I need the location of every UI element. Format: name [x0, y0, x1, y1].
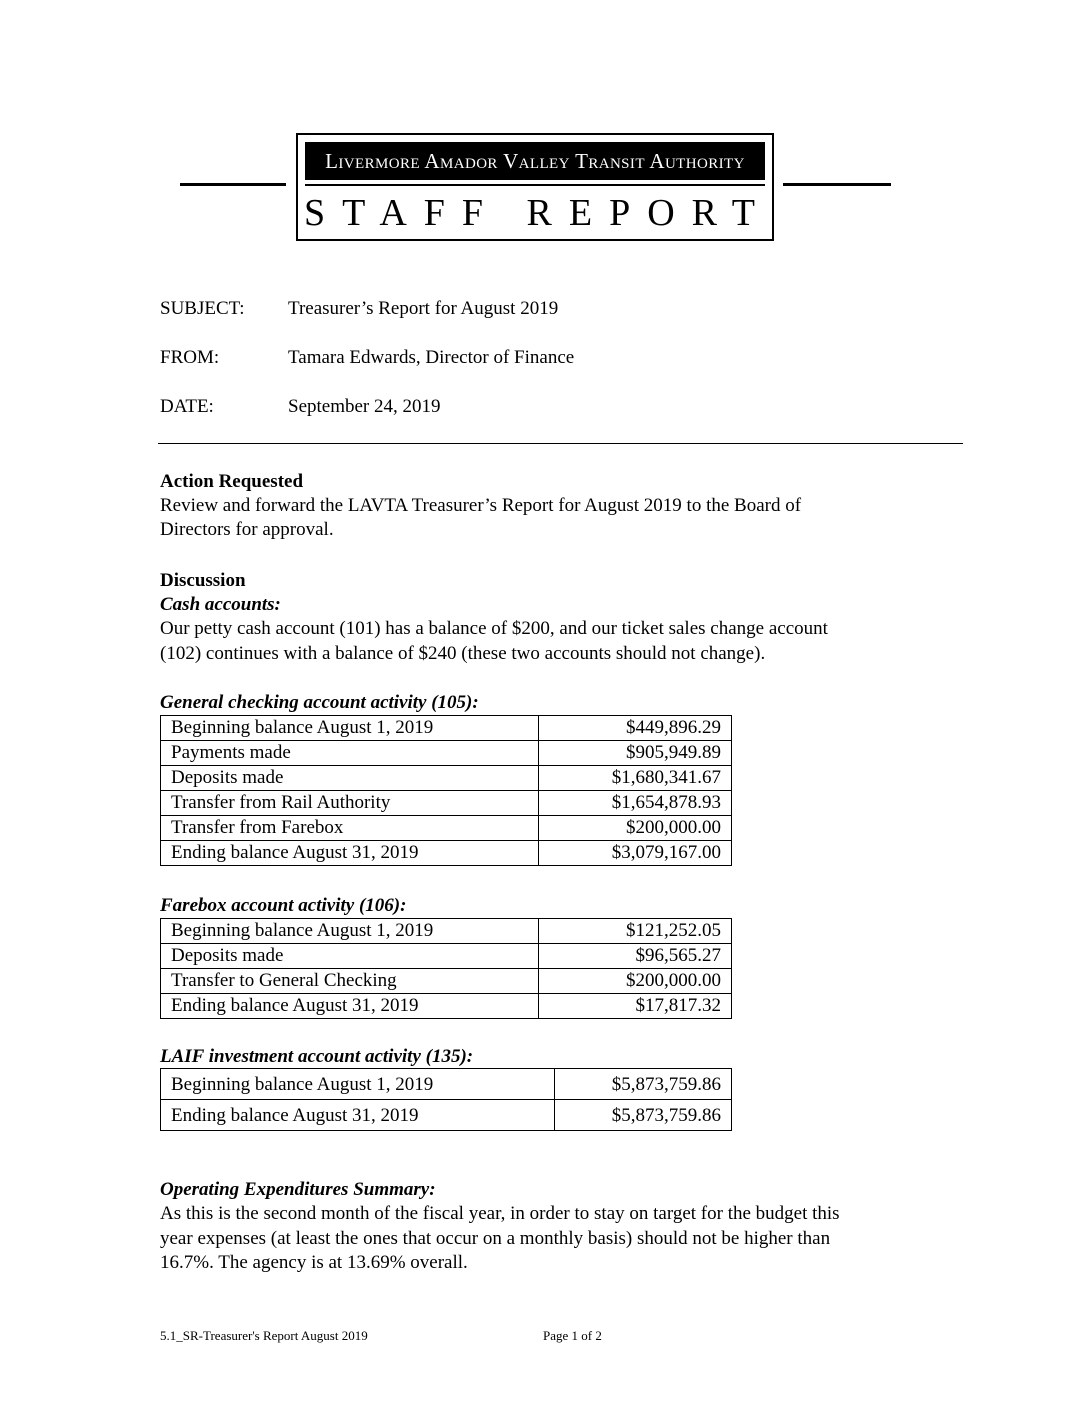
- general-checking-heading: General checking account activity (105):: [160, 692, 479, 713]
- from-label: FROM:: [160, 347, 220, 368]
- row-amount: $5,873,759.86: [555, 1100, 732, 1131]
- row-label: Deposits made: [161, 766, 539, 791]
- row-label: Beginning balance August 1, 2019: [161, 919, 539, 944]
- date-label: DATE:: [160, 396, 214, 417]
- row-amount: $1,654,878.93: [539, 791, 732, 816]
- footer-file-name: 5.1_SR-Treasurer's Report August 2019: [160, 1328, 368, 1343]
- row-amount: $5,873,759.86: [555, 1069, 732, 1100]
- row-label: Deposits made: [161, 944, 539, 969]
- laif-heading: LAIF investment account activity (135):: [160, 1046, 474, 1067]
- table-row: [161, 716, 732, 741]
- row-amount: $17,817.32: [539, 994, 732, 1019]
- memo-divider: [158, 443, 963, 444]
- subject-value: Treasurer’s Report for August 2019: [288, 298, 559, 319]
- opex-text-line-1: As this is the second month of the fiscal year, in order to stay on target for the budget this: [160, 1203, 840, 1224]
- footer-page-number: Page 1 of 2: [543, 1328, 602, 1343]
- row-label: Ending balance August 31, 2019: [161, 994, 539, 1019]
- opex-heading: Operating Expenditures Summary:: [160, 1179, 436, 1200]
- row-label: Transfer from Farebox: [161, 816, 539, 841]
- discussion-heading: Discussion: [160, 570, 246, 591]
- table-row: [161, 944, 732, 969]
- from-value: Tamara Edwards, Director of Finance: [288, 347, 575, 368]
- action-text-line-1: Review and forward the LAVTA Treasurer’s Report for August 2019 to the Board of: [160, 495, 802, 516]
- subject-label: SUBJECT:: [160, 298, 245, 319]
- table-row: [161, 791, 732, 816]
- row-label: Ending balance August 31, 2019: [161, 841, 539, 866]
- row-label: Transfer from Rail Authority: [161, 791, 539, 816]
- cash-text-line-2: (102) continues with a balance of $240 (these two accounts should not change).: [160, 643, 766, 664]
- opex-text-line-3: 16.7%. The agency is at 13.69% overall.: [160, 1252, 468, 1273]
- cash-accounts-heading: Cash accounts:: [160, 594, 281, 615]
- header-rule-left: [180, 183, 286, 186]
- table-row: [161, 816, 732, 841]
- row-label: Transfer to General Checking: [161, 969, 539, 994]
- table-row: [161, 1100, 732, 1131]
- opex-text-line-2: year expenses (at least the ones that occur on a monthly basis) should not be higher than: [160, 1228, 831, 1249]
- row-label: Beginning balance August 1, 2019: [161, 1069, 555, 1100]
- banner-divider: [305, 184, 765, 186]
- row-amount: $121,252.05: [539, 919, 732, 944]
- row-amount: $200,000.00: [539, 816, 732, 841]
- row-label: Ending balance August 31, 2019: [161, 1100, 555, 1131]
- table-row: [161, 1069, 732, 1100]
- row-amount: $200,000.00: [539, 969, 732, 994]
- row-label: Beginning balance August 1, 2019: [161, 716, 539, 741]
- general-checking-table: [160, 715, 732, 866]
- row-label: Payments made: [161, 741, 539, 766]
- table-row: [161, 741, 732, 766]
- table-row: [161, 969, 732, 994]
- row-amount: $3,079,167.00: [539, 841, 732, 866]
- report-title: STAFF REPORT: [304, 192, 772, 234]
- farebox-heading: Farebox account activity (106):: [160, 895, 407, 916]
- cash-text-line-1: Our petty cash account (101) has a balance of $200, and our ticket sales change account: [160, 618, 828, 639]
- date-value: September 24, 2019: [288, 396, 441, 417]
- table-row: [161, 766, 732, 791]
- row-amount: $449,896.29: [539, 716, 732, 741]
- table-row: [161, 994, 732, 1019]
- action-heading: Action Requested: [160, 471, 304, 492]
- row-amount: $905,949.89: [539, 741, 732, 766]
- row-amount: $96,565.27: [539, 944, 732, 969]
- table-row: [161, 919, 732, 944]
- row-amount: $1,680,341.67: [539, 766, 732, 791]
- laif-table: [160, 1068, 732, 1131]
- farebox-table: [160, 918, 732, 1019]
- header-rule-right: [783, 183, 891, 186]
- table-row: [161, 841, 732, 866]
- action-text-line-2: Directors for approval.: [160, 519, 334, 540]
- report-banner: [296, 133, 774, 241]
- org-name: Livermore Amador Valley Transit Authority: [305, 142, 765, 180]
